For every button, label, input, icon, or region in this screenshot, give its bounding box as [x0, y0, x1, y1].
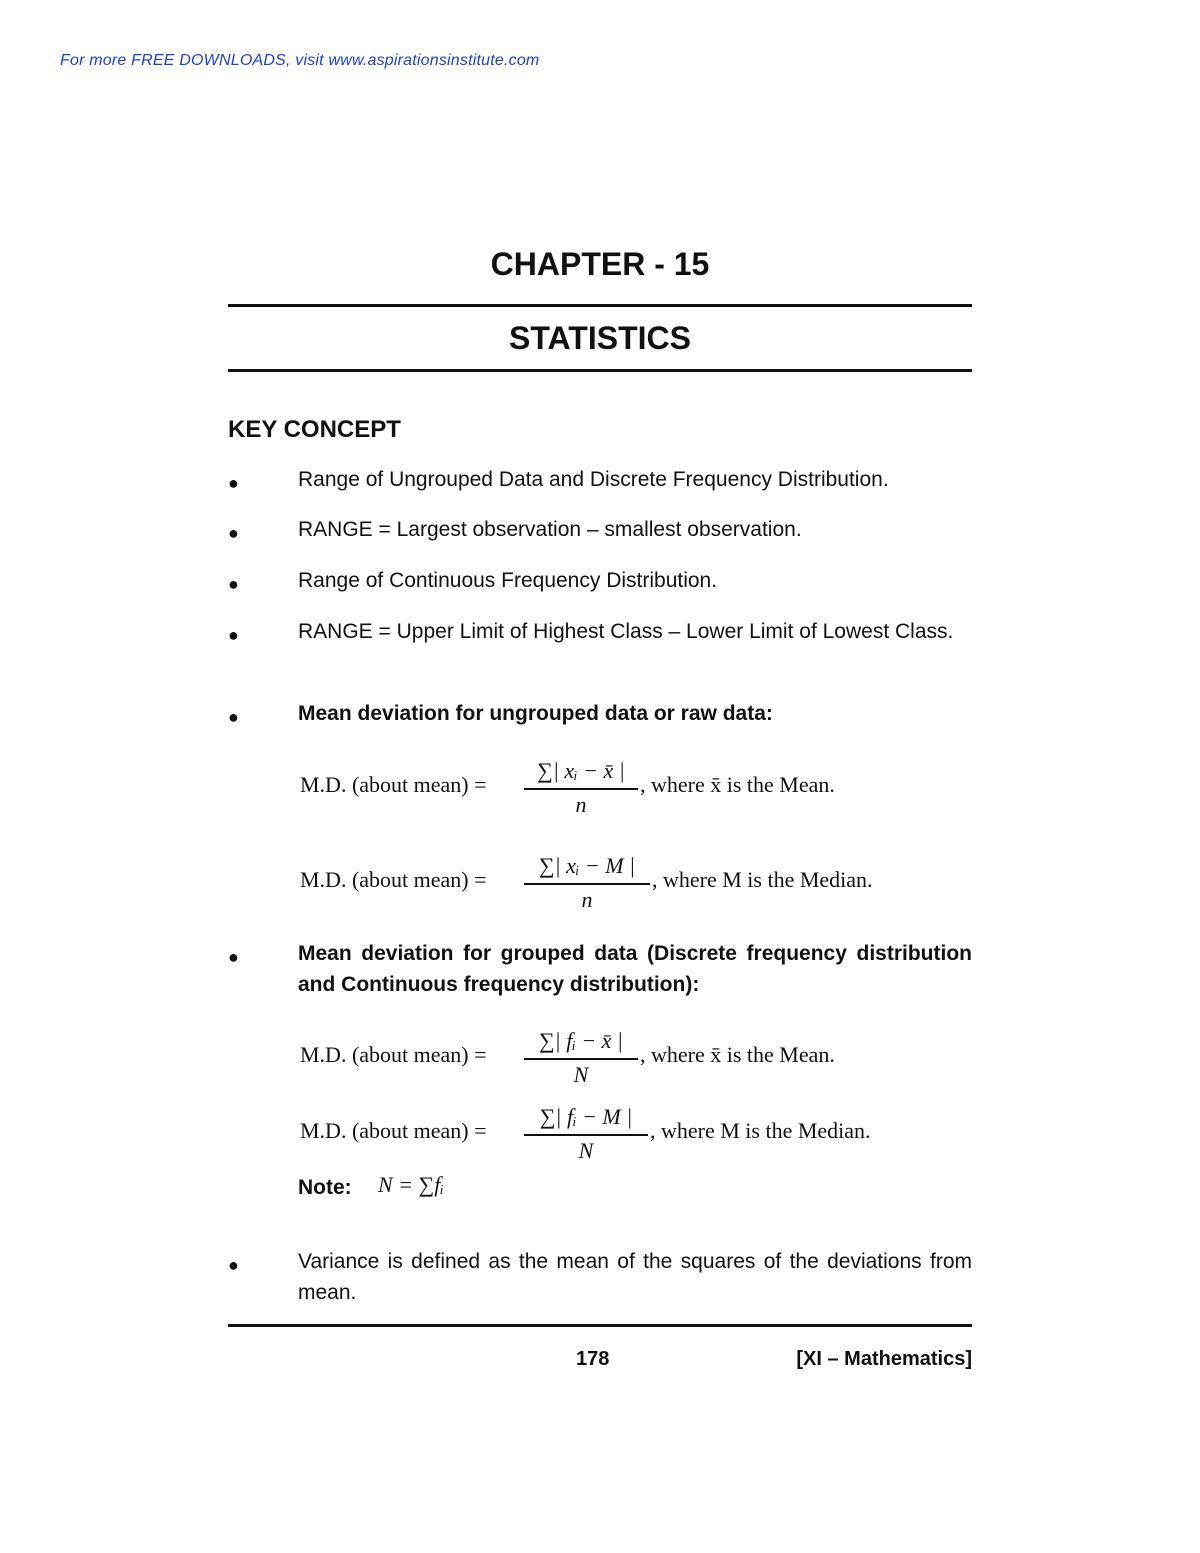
divider [228, 304, 972, 307]
promo-link[interactable]: For more FREE DOWNLOADS, visit www.aspirationsinstitute.com [60, 52, 540, 69]
list-item: RANGE = Largest observation – smallest observation. [298, 518, 802, 541]
denominator: n [581, 886, 593, 912]
bullet-icon: ● [228, 947, 239, 967]
denominator: N [578, 1137, 594, 1163]
fraction [524, 1024, 638, 1090]
denominator: n [575, 791, 587, 817]
numerator: ∑| xᵢ − x̄ | [537, 758, 625, 783]
fraction [524, 754, 638, 820]
note-label: Note: [298, 1176, 352, 1199]
formula-lhs: M.D. (about mean) = [300, 1118, 487, 1143]
formula-tail: , where x̄ is the Mean. [640, 772, 835, 797]
formula-lhs: M.D. (about mean) = [300, 772, 487, 797]
formula-lhs: M.D. (about mean) = [300, 867, 487, 892]
formula-tail: , where M is the Median. [650, 1118, 871, 1143]
fraction [524, 1100, 648, 1166]
chapter-title: STATISTICS [509, 320, 691, 356]
bullet-icon: ● [228, 625, 239, 645]
page-number: 178 [576, 1348, 610, 1370]
section-heading: KEY CONCEPT [228, 416, 401, 443]
formula-tail: , where x̄ is the Mean. [640, 1042, 835, 1067]
numerator: ∑| fᵢ − M | [539, 1104, 633, 1129]
fraction [524, 849, 650, 915]
list-item: Variance is defined as the mean of the squares of the deviations from mean. [298, 1250, 972, 1304]
course-label: [XI – Mathematics] [796, 1348, 972, 1370]
list-item: Range of Continuous Frequency Distribution. [298, 569, 718, 592]
list-item: Mean deviation for grouped data (Discrete frequency distribution and Continuous frequency distribution): [298, 942, 972, 996]
chapter-label: CHAPTER - 15 [490, 246, 710, 282]
divider [228, 369, 972, 372]
bullet-icon: ● [228, 523, 239, 543]
formula-lhs: M.D. (about mean) = [300, 1042, 487, 1067]
denominator: N [573, 1061, 589, 1087]
numerator: ∑| fᵢ − x̄ | [539, 1028, 623, 1053]
bullet-icon: ● [228, 473, 239, 493]
bullet-icon: ● [228, 1255, 239, 1275]
list-item: Mean deviation for ungrouped data or raw data: [298, 702, 773, 725]
note-formula: N = ∑fᵢ [378, 1172, 444, 1197]
numerator: ∑| xᵢ − M | [538, 853, 636, 878]
formula-tail: , where M is the Median. [652, 867, 873, 892]
list-item: Range of Ungrouped Data and Discrete Frequency Distribution. [298, 468, 889, 491]
footer-divider [228, 1324, 972, 1327]
list-item: RANGE = Upper Limit of Highest Class – Lower Limit of Lowest Class. [298, 620, 954, 643]
bullet-icon: ● [228, 574, 239, 594]
bullet-icon: ● [228, 707, 239, 727]
